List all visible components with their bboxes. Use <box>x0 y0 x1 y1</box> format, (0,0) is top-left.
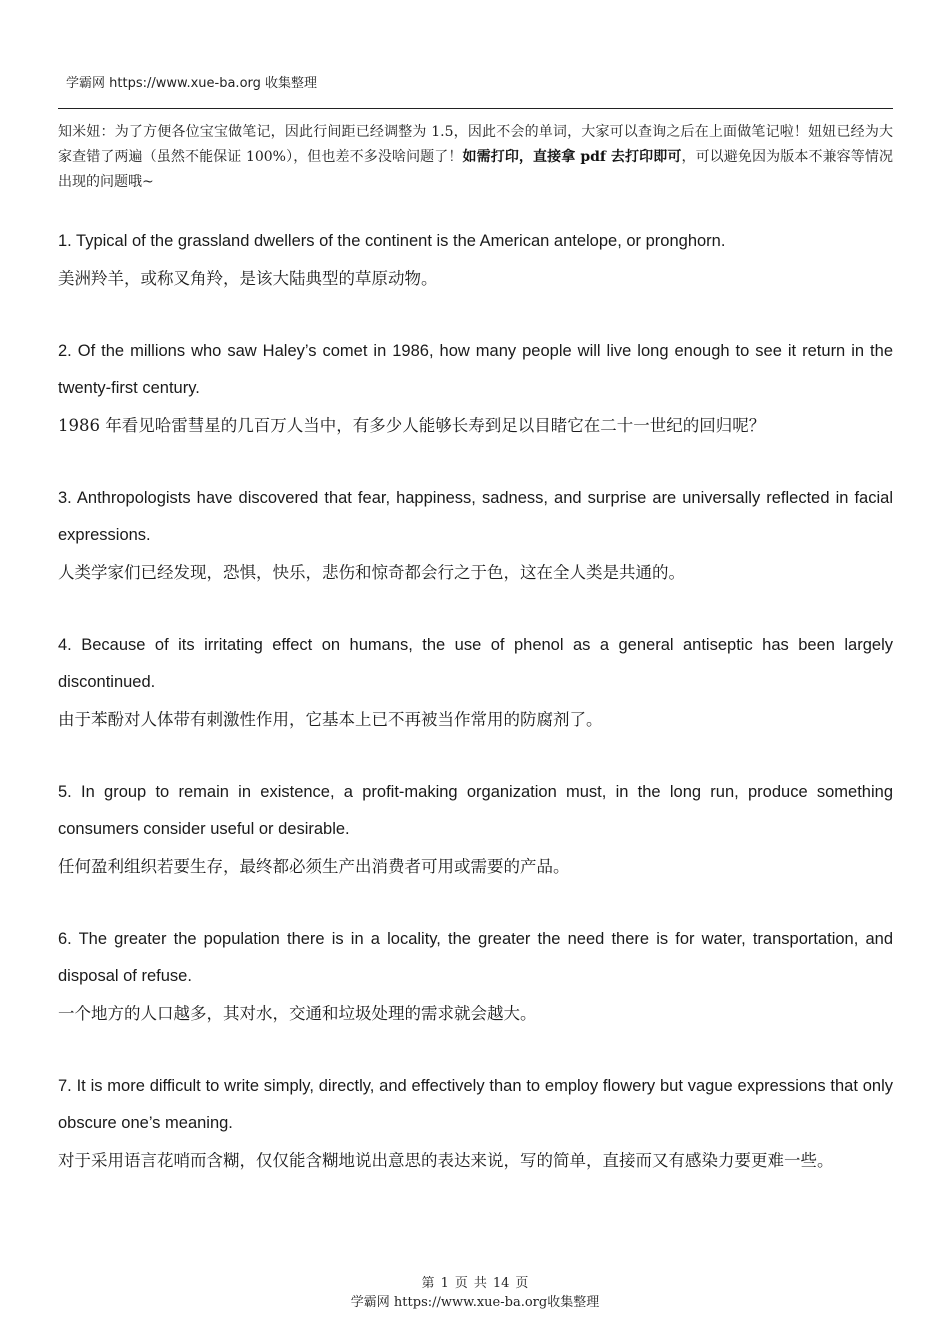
footer-url[interactable]: https://www.xue-ba.org <box>393 1295 548 1310</box>
chinese-translation: 任何盈利组织若要生存，最终都必须生产出消费者可用或需要的产品。 <box>58 857 570 876</box>
header-site-name: 学霸网 <box>66 76 106 91</box>
sentence-list <box>58 223 893 1215</box>
footer-site-name: 学霸网 <box>350 1295 390 1310</box>
english-sentence: 1. Typical of the grassland dwellers of the continent is the American antelope, or pronghorn. <box>58 232 726 250</box>
sentence-item-7 <box>58 1068 893 1179</box>
page-prefix: 第 <box>421 1276 435 1291</box>
sentence-item-4 <box>58 627 893 738</box>
footer-suffix: 收集整理 <box>547 1295 600 1310</box>
intro-text-2: ，可以避免因为版本不兼容等情况出现的问题哦~ <box>58 149 893 190</box>
chinese-translation: 1986 年看见哈雷彗星的几百万人当中，有多少人能够长寿到足以目睹它在二十一世纪的回归呢？ <box>58 416 766 435</box>
english-sentence: 6. The greater the population there is in a locality, the greater the need there is for water, transportation, and disposal of refuse. <box>58 930 893 985</box>
intro-text-1: 知米妞：为了方便各位宝宝做笔记，因此行间距已经调整为 1.5，因此不会的单词，大家可以查询之后在上面做笔记啦！妞妞已经为大家查错了两遍（虽然不能保证 100%），但也差不多没啥问题了！ <box>58 124 893 165</box>
page-mid1: 页 <box>454 1276 468 1291</box>
english-sentence: 4. Because of its irritating effect on humans, the use of phenol as a general antiseptic has been largely discontinued. <box>58 636 893 691</box>
english-sentence: 7. It is more difficult to write simply, directly, and effectively than to employ flowery but vague expressions that only obscure one’s meaning. <box>58 1077 893 1132</box>
page-total: 14 <box>492 1276 510 1291</box>
chinese-translation: 对于采用语言花哨而含糊，仅仅能含糊地说出意思的表达来说，写的简单，直接而又有感染力要更难一些。 <box>58 1151 834 1170</box>
english-sentence: 2. Of the millions who saw Haley’s comet in 1986, how many people will live long enough to see it return in the twenty-first century. <box>58 342 893 397</box>
header-url[interactable]: https://www.xue-ba.org <box>109 76 261 91</box>
chinese-translation: 由于苯酚对人体带有刺激性作用，它基本上已不再被当作常用的防腐剂了。 <box>58 710 603 729</box>
sentence-item-1 <box>58 223 893 297</box>
intro-note <box>58 120 893 195</box>
english-sentence: 3. Anthropologists have discovered that fear, happiness, sadness, and surprise are universally reflected in facial expressions. <box>58 489 893 544</box>
page-suffix: 页 <box>515 1276 529 1291</box>
chinese-translation: 人类学家们已经发现，恐惧，快乐，悲伤和惊奇都会行之于色，这在全人类是共通的。 <box>58 563 685 582</box>
sentence-item-5 <box>58 774 893 885</box>
header-divider <box>58 108 893 109</box>
page-mid2: 共 <box>473 1276 487 1291</box>
sentence-item-6 <box>58 921 893 1032</box>
page-current: 1 <box>440 1276 449 1291</box>
header-suffix: 收集整理 <box>265 76 318 91</box>
page-footer-source <box>0 1291 950 1310</box>
page-header <box>66 72 317 91</box>
sentence-item-3 <box>58 480 893 591</box>
chinese-translation: 美洲羚羊，或称叉角羚，是该大陆典型的草原动物。 <box>58 269 438 288</box>
chinese-translation: 一个地方的人口越多，其对水，交通和垃圾处理的需求就会越大。 <box>58 1004 537 1023</box>
sentence-item-2 <box>58 333 893 444</box>
intro-bold-note: 如需打印，直接拿 pdf 去打印即可 <box>462 149 682 165</box>
page-number <box>0 1272 950 1291</box>
english-sentence: 5. In group to remain in existence, a profit-making organization must, in the long run, produce something consumers consider useful or desirable. <box>58 783 893 838</box>
